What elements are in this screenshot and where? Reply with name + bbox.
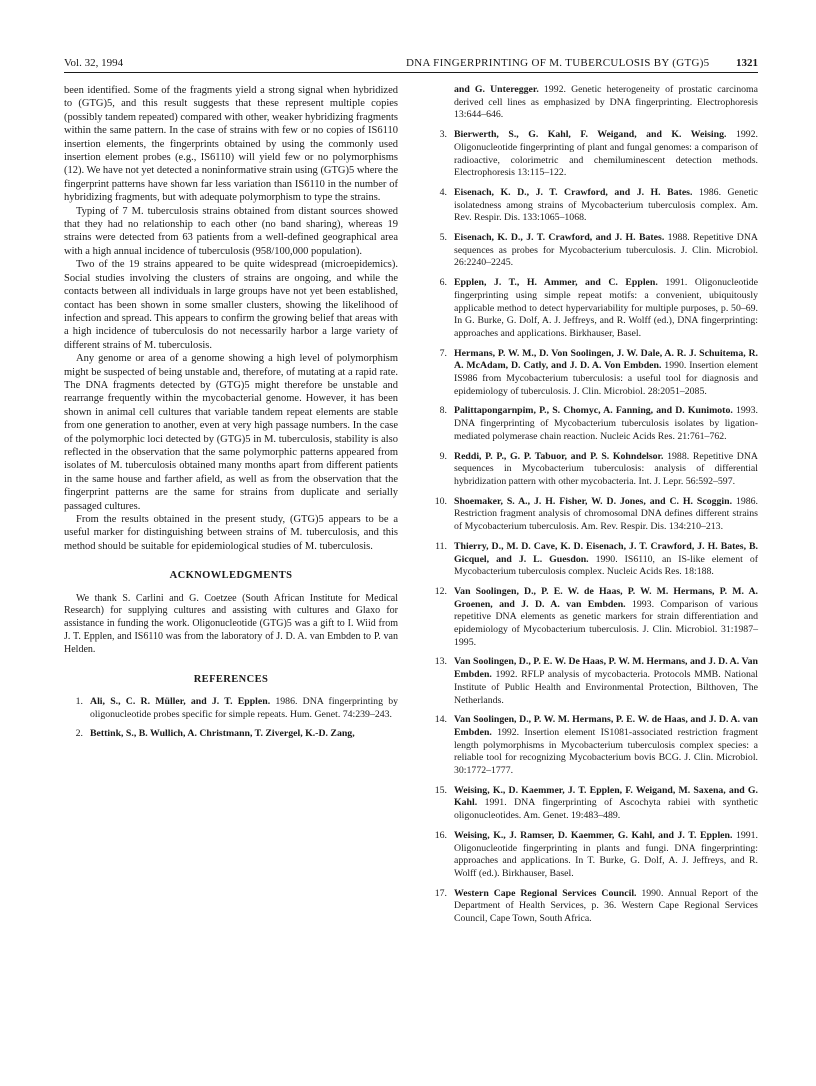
- reference-details: 1991. Oligonucleotide fingerprinting in plants and fungi. DNA fingerprinting: approaches and applications. In T. Burke, G. Dolf, A. J. Jeffreys, and R. Wolff (ed.). Birkhauser, Basel.: [454, 829, 759, 879]
- reference-authors: and G. Unteregger.: [454, 84, 539, 95]
- reference-item: [428, 348, 758, 399]
- reference-number: 7.: [439, 347, 447, 359]
- reference-details: 1990. IS6110, an IS-like element of Mycobacterium tuberculosis complex. Nucleic Acids Res. 18:188.: [454, 553, 758, 578]
- reference-authors: Western Cape Regional Services Council.: [454, 887, 637, 899]
- reference-item: [64, 696, 398, 721]
- reference-item: [428, 405, 758, 443]
- reference-item: [428, 451, 758, 489]
- reference-details: 1988. Repetitive DNA sequences in Mycobacterium tuberculosis: analysis of differential hybridization pattern with other mycobacteria. Int. J. Lepr. 56:592–597.: [454, 450, 758, 487]
- reference-number: 14.: [434, 714, 447, 726]
- reference-details: 1991. Oligonucleotide fingerprinting using simple repeat motifs: a convenient, ubiquitously applicable method to detect hypervariability for multiple purposes, p. 50–69. In G. Burke, G. Dolf, A. J. Jeffreys, and R. Wolff (ed.), DNA fingerprinting: approaches and applications. Birkhauser, Basel.: [454, 277, 759, 339]
- reference-item: [428, 714, 758, 778]
- reference-number: 17.: [434, 887, 447, 899]
- reference-list: [64, 696, 398, 741]
- reference-item: [428, 187, 758, 225]
- reference-details: 1992. RFLP analysis of mycobacteria. Protocols MMB. National Institute of Public Health and Environmental Protection, Bilthoven, The Netherlands.: [454, 669, 758, 706]
- reference-item: [428, 830, 758, 881]
- body-paragraph: Typing of 7 M. tuberculosis strains obtained from distant sources showed that they had no relationship to each other (no band sharing), whereas 19 strains were detected from 63 patients from a well-defined geographical area with a high annual incidence of tuberculosis (958/100,000 population).: [64, 205, 398, 257]
- reference-number: 1.: [75, 696, 83, 708]
- reference-authors: Thierry, D., M. D. Cave, K. D. Eisenach, J. T. Crawford, J. H. Bates, B. Gicquel, and J. L. Guesdon.: [454, 540, 758, 565]
- reference-authors: Weising, K., J. Ramser, D. Kaemmer, G. Kahl, and J. T. Epplen.: [454, 829, 733, 841]
- reference-authors: Hermans, P. W. M., D. Von Soolingen, J. W. Dale, A. R. J. Schuitema, R. A. McAdam, D. Catly, and J. D. A. Von Embden.: [454, 347, 758, 372]
- page-number: 1321: [736, 57, 758, 69]
- reference-details: 1986. DNA fingerprinting by oligonucleotide probes specific for simple repeats. Hum. Genet. 74:239–243.: [90, 696, 398, 720]
- reference-authors: Palittapongarnpim, P., S. Chomyc, A. Fanning, and D. Kunimoto.: [454, 405, 733, 417]
- reference-item: [428, 888, 758, 926]
- acknowledgments-text: We thank S. Carlini and G. Coetzee (South African Institute for Medical Research) for supplying cultures and assisting with cultures and Glaxo for assistance in funding the work. Oligonucleotide (GTG)5 was a gift to I. Wiid from J. T. Epplen, and IS6110 was from the laboratory of J. D. A. van Embden to P. van Helden.: [64, 592, 398, 655]
- reference-item: [64, 728, 398, 741]
- reference-number: 11.: [435, 540, 447, 552]
- reference-number: 8.: [439, 405, 447, 417]
- reference-authors: Eisenach, K. D., J. T. Crawford, and J. H. Bates.: [454, 232, 665, 244]
- reference-authors: Weising, K., D. Kaemmer, J. T. Epplen, F. Weigand, M. Saxena, and G. Kahl.: [454, 784, 758, 809]
- reference-authors: Bettink, S., B. Wullich, A. Christmann, T. Zivergel, K.-D. Zang,: [90, 728, 355, 740]
- body-paragraph: been identified. Some of the fragments yield a strong signal when hybridized to (GTG)5, and this result suggests that these represent multiple copies (possibly tandem repeated) compared with other, weaker hybridizing fragments within the same pattern. In the case of strains with few or no copies of IS6110 insertion elements, the fingerprints obtained by using the commonly used insertion element probes (e.g., IS6110) will yield few or no polymorphisms (12). We have not yet detected a noninformative strain using (GTG)5 where the fingerprint patterns have shown far less variation than IS6110 in the number of hybridizing fragments, but with adequate polymorphism to type the strains.: [64, 85, 399, 204]
- body-paragraph: Any genome or area of a genome showing a high level of polymorphism might be suspected of being unstable and, therefore, of mutating at a rapid rate. The DNA fragments detected by (GTG)5 might therefore be unstable and rearrange frequently within the mycobacterial genome. However, it has been shown in animal cell cultures that variable tandem repeat elements are stable from one generation to another, even at very high passage numbers. In the case of the polymorphic loci detected by (GTG)5 in M. tuberculosis, stability is also reflected in the observation that the same polymorphic patterns appeared from isolates of M. tuberculosis obtained many months apart from different patients in the same house and farther afield, as well as from the observation that the fingerprint patterns are the same for strains from duplicate and serially passaged cultures.: [64, 353, 398, 512]
- references-heading: REFERENCES: [193, 673, 269, 685]
- reference-details: 1992. Genetic heterogeneity of prostatic carcinoma derived cell lines as emphasized by DNA fingerprinting. Electrophoresis 13:644–646.: [454, 84, 758, 121]
- reference-number: 10.: [434, 495, 447, 507]
- reference-item: [428, 277, 758, 341]
- left-column: [64, 84, 398, 748]
- reference-number: 4.: [439, 186, 447, 198]
- reference-item: [428, 496, 758, 534]
- reference-item: [428, 656, 758, 707]
- reference-authors: Ali, S., C. R. Müller, and J. T. Epplen.: [90, 696, 271, 708]
- reference-details: 1986. Genetic isolatedness among strains of Mycobacterium tuberculosis complex. Am. Rev. Respir. Dis. 133:1065–1068.: [454, 186, 758, 224]
- reference-number: 5.: [439, 232, 447, 244]
- reference-details: 1992. Oligonucleotide fingerprinting of plant and fungal genomes: a comparison of radioactive, colorimetric and chemiluminescent detection methods. Electrophoresis 13:115–122.: [454, 129, 758, 179]
- reference-item: [428, 232, 758, 270]
- reference-number: 6.: [439, 277, 447, 289]
- reference-item: [428, 586, 758, 650]
- reference-details: 1990. Annual Report of the Department of Health Services, p. 36. Western Cape Regional Services Council, Cape Town, South Africa.: [454, 887, 758, 925]
- reference-authors: Bierwerth, S., G. Kahl, F. Weigand, and K. Weising.: [454, 129, 727, 141]
- reference-details: 1992. Insertion element IS1081-associated restriction fragment length polymorphisms in Mycobacterium tuberculosis complex species: a reliable tool for recognizing Mycobacterium bovis BCG. J. Clin. Microbiol. 30:1772–1777.: [454, 726, 758, 777]
- reference-item: [428, 129, 758, 180]
- reference-details: 1991. DNA fingerprinting of Ascochyta rabiei with synthetic oligonucleotides. Am. Genet. 19:483–489.: [454, 797, 758, 822]
- reference-authors: Epplen, J. T., H. Ammer, and C. Epplen.: [454, 277, 658, 289]
- reference-details: 1986. Restriction fragment analysis of chromosomal DNA defines different strains of Mycobacterium tuberculosis. Am. Rev. Respir. Dis. 134:210–213.: [454, 495, 758, 533]
- reference-number: 16.: [434, 829, 447, 841]
- reference-details: 1988. Repetitive DNA sequences as probes for Mycobacterium tuberculosis. J. Clin. Microbiol. 26:2240–2245.: [454, 232, 758, 269]
- right-column: [428, 84, 758, 933]
- journal-volume: Vol. 32, 1994: [64, 57, 124, 69]
- body-paragraph: From the results obtained in the present study, (GTG)5 appears to be a useful marker for distinguishing between strains of M. tuberculosis, and this method should be suitable for epidemiological studies of M. tuberculosis.: [64, 514, 398, 552]
- reference-number: 2.: [75, 728, 83, 740]
- reference-item: [428, 785, 758, 823]
- reference-authors: Van Soolingen, D., P. E. W. de Haas, P. W. M. Hermans, P. M. A. Groenen, and J. D. A. van Embden.: [454, 585, 758, 610]
- reference-continuation: [428, 84, 758, 122]
- body-paragraph: Two of the 19 strains appeared to be quite widespread (microepidemics). Social studies involving the clusters of strains are ongoing, and while the contacts between all individuals in large groups have not yet been established, contact has been shown in some smaller clusters, showing the likelihood of infection and spread. This appears to confirm the growing belief that areas with a high incidence of tuberculosis do not necessarily harbor a large variety of different strains of M. tuberculosis.: [64, 259, 398, 351]
- reference-item: [428, 541, 758, 579]
- reference-number: 15.: [434, 784, 447, 796]
- reference-number: 9.: [439, 450, 447, 462]
- reference-number: 13.: [434, 656, 447, 668]
- reference-authors: Van Soolingen, D., P. E. W. De Haas, P. W. M. Hermans, and J. D. A. Van Embden.: [454, 656, 758, 681]
- reference-authors: Shoemaker, S. A., J. H. Fisher, W. D. Jones, and C. H. Scoggin.: [454, 495, 733, 507]
- reference-number: 12.: [434, 585, 447, 597]
- running-header: [64, 56, 758, 73]
- reference-details: 1993. DNA fingerprinting of Mycobacterium tuberculosis isolates by ligation-mediated polymerase chain reaction. Nucleic Acids Res. 21:761–762.: [454, 405, 758, 442]
- reference-list: [428, 129, 758, 926]
- reference-details: 1993. Comparison of various repetitive DNA elements as genetic markers for strain differentiation and epidemiology of Mycobacterium tuberculosis. J. Clin. Microbiol. 31:1987–1995.: [454, 598, 758, 648]
- reference-number: 3.: [439, 129, 447, 141]
- reference-authors: Reddi, P. P., G. P. Tabuor, and P. S. Kohndelsor.: [454, 450, 664, 462]
- reference-authors: Eisenach, K. D., J. T. Crawford, and J. H. Bates.: [454, 186, 693, 198]
- reference-authors: Van Soolingen, D., P. W. M. Hermans, P. E. W. de Haas, and J. D. A. van Embden.: [454, 714, 758, 738]
- acknowledgments-heading: ACKNOWLEDGMENTS: [169, 570, 293, 582]
- running-title: DNA FINGERPRINTING OF M. TUBERCULOSIS BY (GTG)5: [406, 57, 710, 69]
- reference-details: 1990. Insertion element IS986 from Mycobacterium tuberculosis: a useful tool for diagnosis and epidemiology of tuberculosis. J. Clin. Microbiol. 28:2051–2085.: [454, 360, 758, 397]
